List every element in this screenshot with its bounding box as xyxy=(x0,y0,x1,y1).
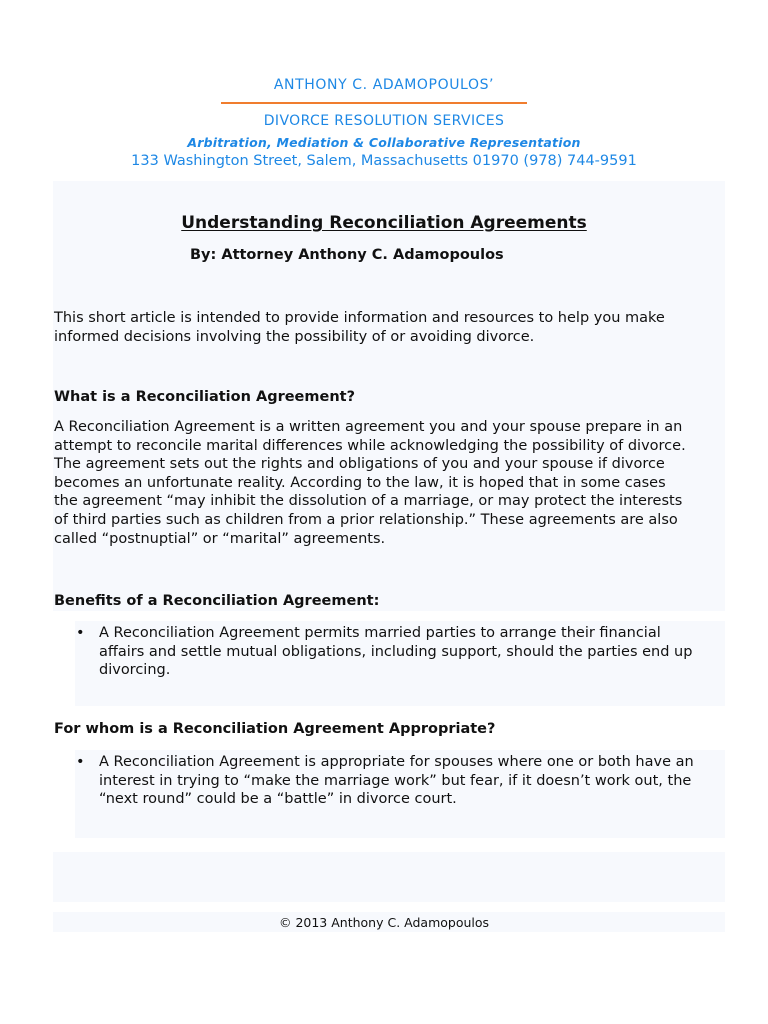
bullet-line: interest in trying to “make the marriage work” but fear, if it doesn’t work out, the xyxy=(99,772,692,789)
paragraph-line: of third parties such as children from a prior relationship.” These agreements are also xyxy=(54,511,678,528)
bullet-line: A Reconciliation Agreement is appropriate for spouses where one or both have an xyxy=(99,754,694,770)
section-heading-what-is: What is a Reconciliation Agreement? xyxy=(54,389,355,405)
bullet-marker: • xyxy=(76,625,85,641)
section-paragraph-what-is xyxy=(54,418,722,548)
bullet-line: “next round” could be a “battle” in divorce court. xyxy=(99,791,457,808)
empty-panel xyxy=(53,852,725,902)
paragraph-line: the agreement “may inhibit the dissolution of a marriage, or may protect the interests xyxy=(54,493,683,510)
intro-paragraph xyxy=(54,309,722,346)
paragraph-line: called “postnuptial” or “marital” agreements. xyxy=(54,530,386,547)
article-byline: By: Attorney Anthony C. Adamopoulos xyxy=(190,247,504,263)
footer-copyright: © 2013 Anthony C. Adamopoulos xyxy=(278,915,490,930)
paragraph-line: The agreement sets out the rights and obligations of you and your spouse if divorce xyxy=(54,456,665,473)
bullet-item-appropriate xyxy=(99,753,724,809)
firm-subtitle: DIVORCE RESOLUTION SERVICES xyxy=(263,113,505,129)
intro-line: This short article is intended to provide information and resources to help you make xyxy=(54,310,665,326)
firm-name: ANTHONY C. ADAMOPOULOS’ xyxy=(273,77,495,93)
firm-address: 133 Washington Street, Salem, Massachusetts 01970 (978) 744-9591 xyxy=(131,153,637,169)
section-heading-benefits: Benefits of a Reconciliation Agreement: xyxy=(54,593,380,609)
bullet-line: A Reconciliation Agreement permits married parties to arrange their financial xyxy=(99,625,661,641)
bullet-line: divorcing. xyxy=(99,662,171,679)
paragraph-line: becomes an unfortunate reality. According to the law, it is hoped that in some cases xyxy=(54,474,666,491)
section-heading-appropriate: For whom is a Reconciliation Agreement Appropriate? xyxy=(54,721,496,737)
bullet-marker: • xyxy=(76,754,85,770)
intro-line: informed decisions involving the possibility of or avoiding divorce. xyxy=(54,328,535,345)
bullet-line: affairs and settle mutual obligations, including support, should the parties end up xyxy=(99,643,693,660)
paragraph-line: A Reconciliation Agreement is a written agreement you and your spouse prepare in an xyxy=(54,419,683,435)
firm-tagline: Arbitration, Mediation & Collaborative Representation xyxy=(187,135,581,150)
bullet-item-benefits xyxy=(99,624,724,680)
letterhead-divider xyxy=(221,102,527,104)
article-title: Understanding Reconciliation Agreements xyxy=(181,213,587,233)
paragraph-line: attempt to reconcile marital differences while acknowledging the possibility of divorce. xyxy=(54,437,686,454)
